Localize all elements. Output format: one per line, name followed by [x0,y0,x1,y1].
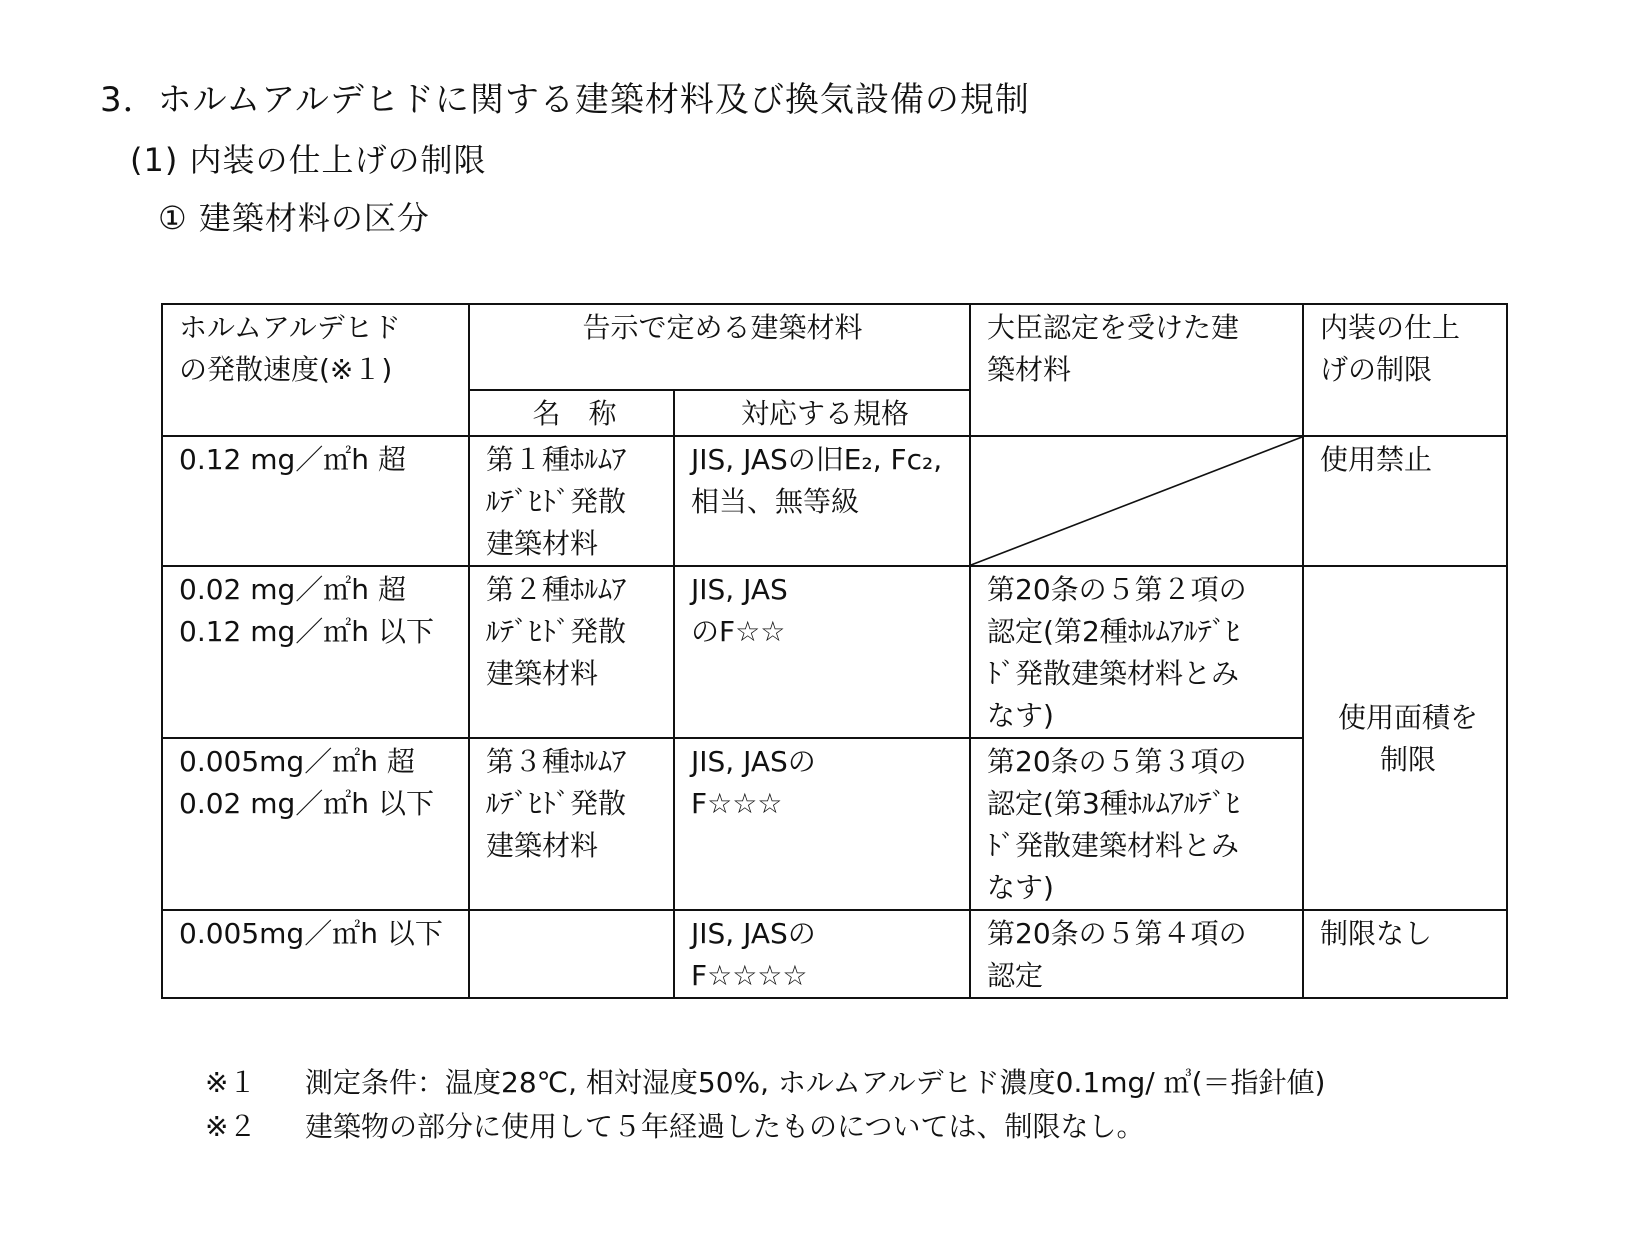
standard-cell: JIS, JAS のF☆☆ [674,566,970,738]
rate-cell: 0.005mg／㎡h 超 0.02 mg／㎡h 以下 [162,738,469,910]
building-material-classification-table [161,303,1508,999]
minister-cell: 第20条の５第４項の 認定 [970,910,1303,998]
header-emission-rate: ホルムアルデヒド の発散速度(※１) [162,304,469,436]
footnote-text: 測定条件：温度28℃, 相対湿度50%, ホルムアルデヒド濃度0.1mg/ ㎥(＝指針値) [305,1066,1326,1099]
not-applicable-slash-cell [970,436,1303,566]
sub-subsection-heading: ① 建築材料の区分 [158,199,430,237]
standard-cell: JIS, JASの F☆☆☆☆ [674,910,970,998]
diagonal-slash [971,437,1302,565]
footnote-text: 建築物の部分に使用して５年経過したものについては、制限なし。 [305,1110,1145,1143]
footnote [205,1061,1325,1101]
restriction-cell: 使用禁止 [1303,436,1507,566]
header-minister-certified: 大臣認定を受けた建 築材料 [970,304,1303,436]
name-cell: 第２種ﾎﾙﾑｱ ﾙﾃﾞﾋﾄﾞ発散 建築材料 [469,566,674,738]
header-finish-restriction: 内装の仕上 げの制限 [1303,304,1507,436]
rate-cell: 0.005mg／㎡h 以下 [162,910,469,998]
table-row [162,436,1507,566]
restriction-cell: 制限なし [1303,910,1507,998]
restriction-merged-cell: 使用面積を 制限 [1303,566,1507,910]
name-cell: 第３種ﾎﾙﾑｱ ﾙﾃﾞﾋﾄﾞ発散 建築材料 [469,738,674,910]
subsection-heading: (1) 内装の仕上げの制限 [130,141,487,179]
footnote [205,1105,1144,1145]
table-row [162,566,1507,738]
table-row [162,910,1507,998]
header-notified-materials: 告示で定める建築材料 [469,304,970,390]
section-heading: 3．ホルムアルデヒドに関する建築材料及び換気設備の規制 [100,80,1030,120]
footnote-mark: ※１ [205,1066,257,1099]
standard-cell: JIS, JASの F☆☆☆ [674,738,970,910]
name-cell [469,910,674,998]
rate-cell: 0.02 mg／㎡h 超 0.12 mg／㎡h 以下 [162,566,469,738]
minister-cell: 第20条の５第３項の 認定(第3種ﾎﾙﾑｱﾙﾃﾞﾋ ﾄﾞ発散建築材料とみ なす) [970,738,1303,910]
standard-cell: JIS, JASの旧E₂, Fc₂, 相当、無等級 [674,436,970,566]
name-cell: 第１種ﾎﾙﾑｱ ﾙﾃﾞﾋﾄﾞ発散 建築材料 [469,436,674,566]
header-name: 名 称 [469,390,674,436]
footnote-mark: ※２ [205,1110,257,1143]
minister-cell: 第20条の５第２項の 認定(第2種ﾎﾙﾑｱﾙﾃﾞﾋ ﾄﾞ発散建築材料とみ なす) [970,566,1303,738]
rate-cell: 0.12 mg／㎡h 超 [162,436,469,566]
header-standard: 対応する規格 [674,390,970,436]
